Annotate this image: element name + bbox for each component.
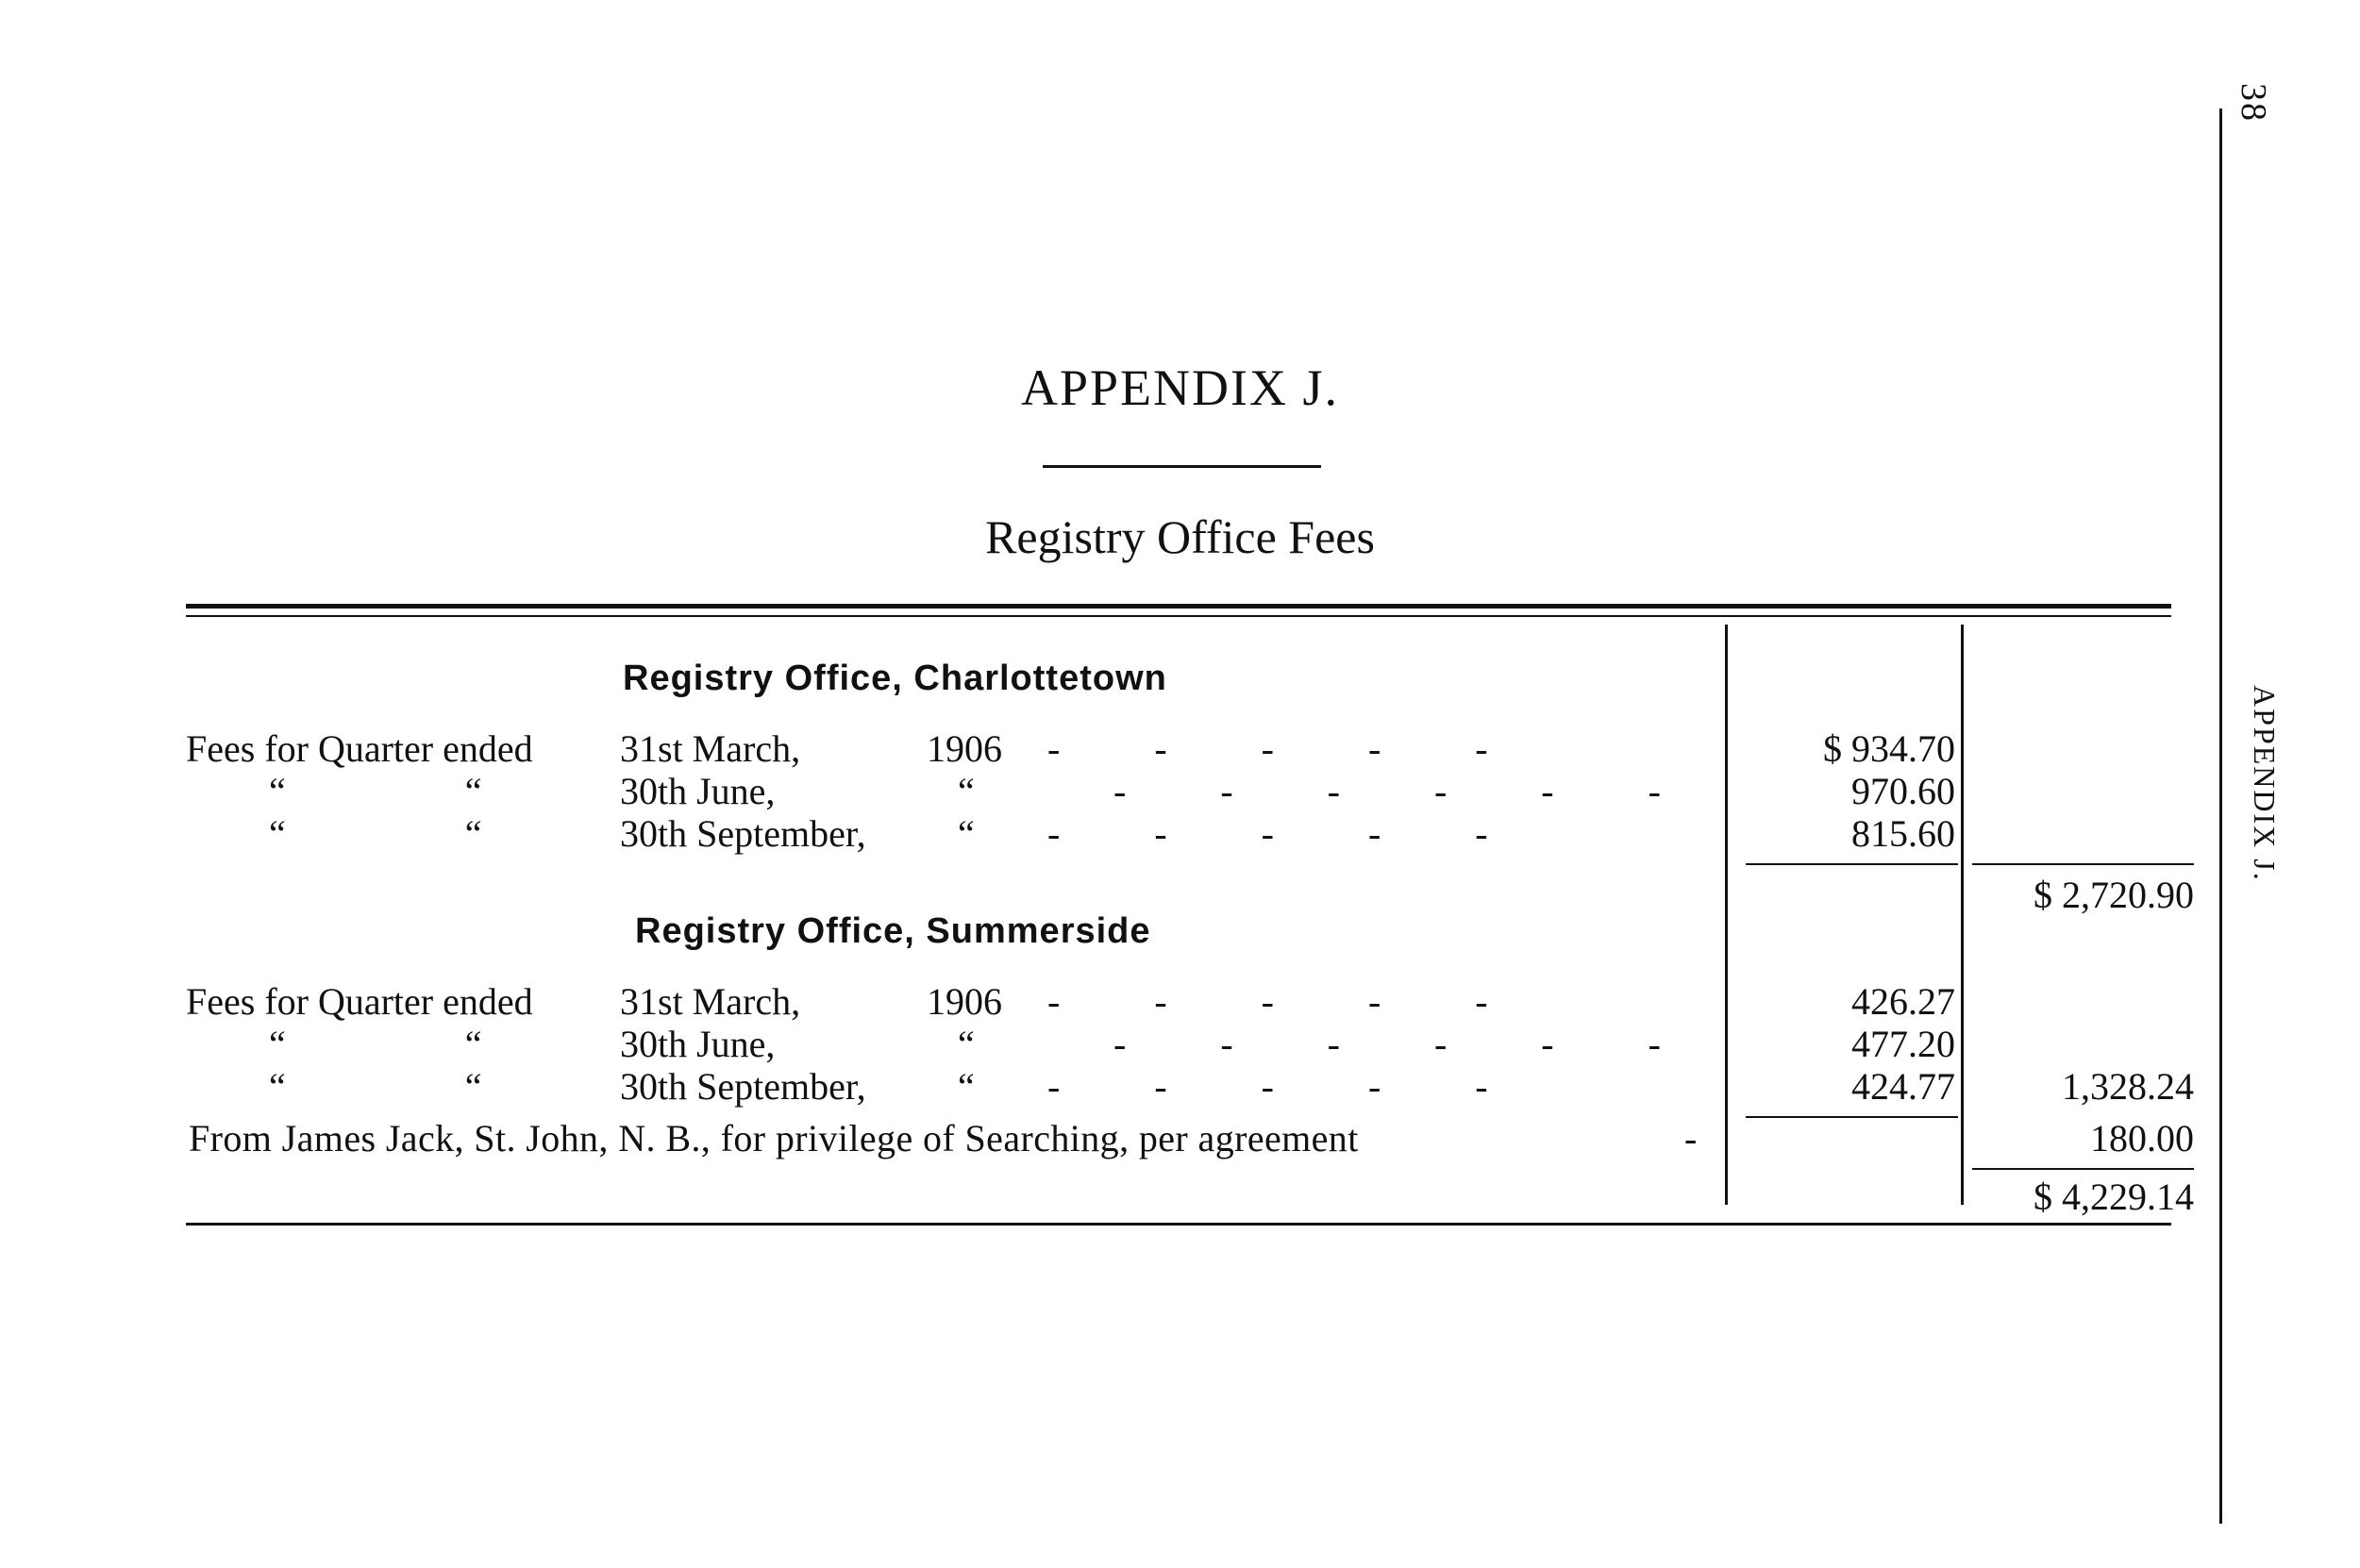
amount-cell: 426.27 <box>1851 980 1955 1023</box>
row-year: “ <box>958 1023 975 1065</box>
row-date: 31st March, <box>620 980 801 1023</box>
row-year: “ <box>958 1065 975 1108</box>
grand-total-rule <box>1972 1168 2194 1170</box>
row-date: 30th September, <box>620 812 866 855</box>
amount-cell: 970.60 <box>1851 770 1955 812</box>
section-heading-summerside: Registry Office, Summerside <box>635 911 1151 951</box>
leader-dots: - - - - - <box>1047 980 1488 1023</box>
row-year: 1906 <box>927 980 1002 1023</box>
grand-total: $ 4,229.14 <box>2034 1176 2194 1218</box>
leader-dots: - - - - - - <box>1113 1023 1661 1065</box>
row-date: 31st March, <box>620 727 801 770</box>
leader-dash: - <box>1684 1117 1698 1159</box>
running-head: APPENDIX J. <box>2248 685 2282 882</box>
amount-column-rule <box>1725 625 1728 1205</box>
section-heading-charlottetown: Registry Office, Charlottetown <box>623 659 1167 698</box>
right-margin-rule <box>2219 108 2222 1524</box>
title-rule <box>1043 465 1321 468</box>
section-total: $ 2,720.90 <box>2034 874 2194 916</box>
amount-cell: 424.77 <box>1851 1065 1955 1108</box>
table-bottom-rule <box>186 1223 2171 1226</box>
row-date: 30th September, <box>620 1065 866 1108</box>
leader-dots: - - - - - <box>1047 1065 1488 1108</box>
row-label: Fees for Quarter ended <box>186 980 533 1023</box>
table-top-rule <box>186 604 2171 609</box>
amount-cell: $ 934.70 <box>1823 727 1955 770</box>
row-year: “ <box>958 770 975 812</box>
subtotal-rule <box>1746 1116 1958 1118</box>
total-column-rule <box>1961 625 1964 1205</box>
searching-privilege-text: From James Jack, St. John, N. B., for privilege of Searching, per agreement <box>189 1117 1359 1159</box>
leader-dots: - - - - - <box>1047 812 1488 855</box>
row-ditto: “ “ <box>269 770 482 812</box>
subtotal-rule <box>1746 863 1958 865</box>
row-ditto: “ “ <box>269 1023 482 1065</box>
amount-cell: 477.20 <box>1851 1023 1955 1065</box>
page-title: APPENDIX J. <box>1020 359 1340 416</box>
amount-cell: 815.60 <box>1851 812 1955 855</box>
subtotal-rule <box>1972 863 2194 865</box>
row-date: 30th June, <box>620 770 776 812</box>
row-year: 1906 <box>927 727 1002 770</box>
leader-dots: - - - - - - <box>1113 770 1661 812</box>
page-subtitle: Registry Office Fees <box>985 510 1375 563</box>
leader-dots: - - - - - <box>1047 727 1488 770</box>
page-number: 38 <box>2234 83 2273 123</box>
row-label: Fees for Quarter ended <box>186 727 533 770</box>
row-date: 30th June, <box>620 1023 776 1065</box>
row-ditto: “ “ <box>269 812 482 855</box>
row-ditto: “ “ <box>269 1065 482 1108</box>
searching-privilege-amount: 180.00 <box>2090 1117 2194 1159</box>
row-year: “ <box>958 812 975 855</box>
table-top-rule-thin <box>186 615 2171 617</box>
section-total: 1,328.24 <box>2062 1065 2194 1108</box>
